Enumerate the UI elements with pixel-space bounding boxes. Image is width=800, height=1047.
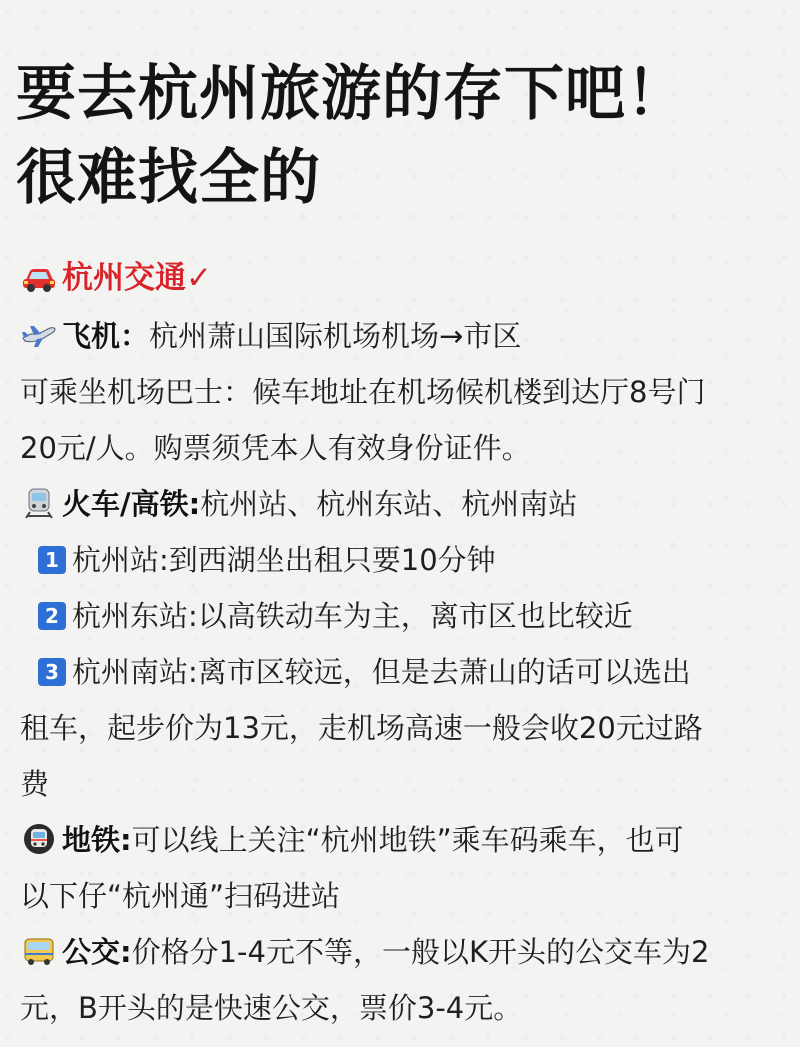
number-badge-3: 3 xyxy=(38,658,66,686)
bus-line-2: 元，B开头的是快速公交，票价3-4元。 xyxy=(20,991,523,1025)
page-title xyxy=(16,52,687,220)
title-line-1: 要去杭州旅游的存下吧！ xyxy=(16,59,687,129)
bus-text-1: 价格分1-4元不等，一般以K开头的公交车为2 xyxy=(131,935,710,969)
title-line-2: 很难找全的 xyxy=(16,143,321,213)
train-item-3 xyxy=(20,644,785,700)
train-item-1-text: 杭州站:到西湖坐出租只要10分钟 xyxy=(72,543,496,577)
number-badge-1: 1 xyxy=(38,546,66,574)
train-item-1 xyxy=(20,532,785,588)
train-line xyxy=(20,476,785,532)
plane-line-2: 可乘坐机场巴士：候车地址在机场候机楼到达厅8号门 xyxy=(20,375,706,409)
metro-text-1: 可以线上关注“杭州地铁”乘车码乘车，也可 xyxy=(131,823,684,857)
metro-line-2: 以下仔“杭州通”扫码进站 xyxy=(20,879,341,913)
plane-text-1: 杭州萧山国际机场机场→市区 xyxy=(149,319,522,353)
plane-label: 飞机： xyxy=(62,319,150,353)
section-heading xyxy=(20,250,785,308)
train-item-3-text: 杭州南站:离市区较远，但是去萧山的话可以选出 xyxy=(72,655,691,689)
train-item-2-text: 杭州东站:以高铁动车为主，离市区也比较近 xyxy=(72,599,633,633)
plane-line-3: 20元/人。购票须凭本人有效身份证件。 xyxy=(20,431,531,465)
bus-icon xyxy=(20,934,58,968)
train-item-2 xyxy=(20,588,785,644)
bus-label: 公交: xyxy=(62,935,132,969)
bus-line-1 xyxy=(20,924,785,980)
metro-icon xyxy=(20,822,58,856)
train-text: 杭州站、杭州东站、杭州南站 xyxy=(200,487,578,521)
section-heading-text: 杭州交通 xyxy=(62,260,186,296)
content-body xyxy=(20,250,785,1036)
metro-line-1 xyxy=(20,812,785,868)
plane-line-1 xyxy=(20,308,785,364)
train-icon xyxy=(20,486,58,520)
check-mark: ✓ xyxy=(186,260,212,296)
car-icon xyxy=(20,260,58,294)
train-cont-1: 租车，起步价为13元，走机场高速一般会收20元过路 xyxy=(20,711,703,745)
train-cont-2: 费 xyxy=(20,767,50,801)
metro-label: 地铁: xyxy=(62,823,132,857)
airplane-icon xyxy=(20,318,58,352)
train-label: 火车/高铁: xyxy=(62,487,201,521)
number-badge-2: 2 xyxy=(38,602,66,630)
